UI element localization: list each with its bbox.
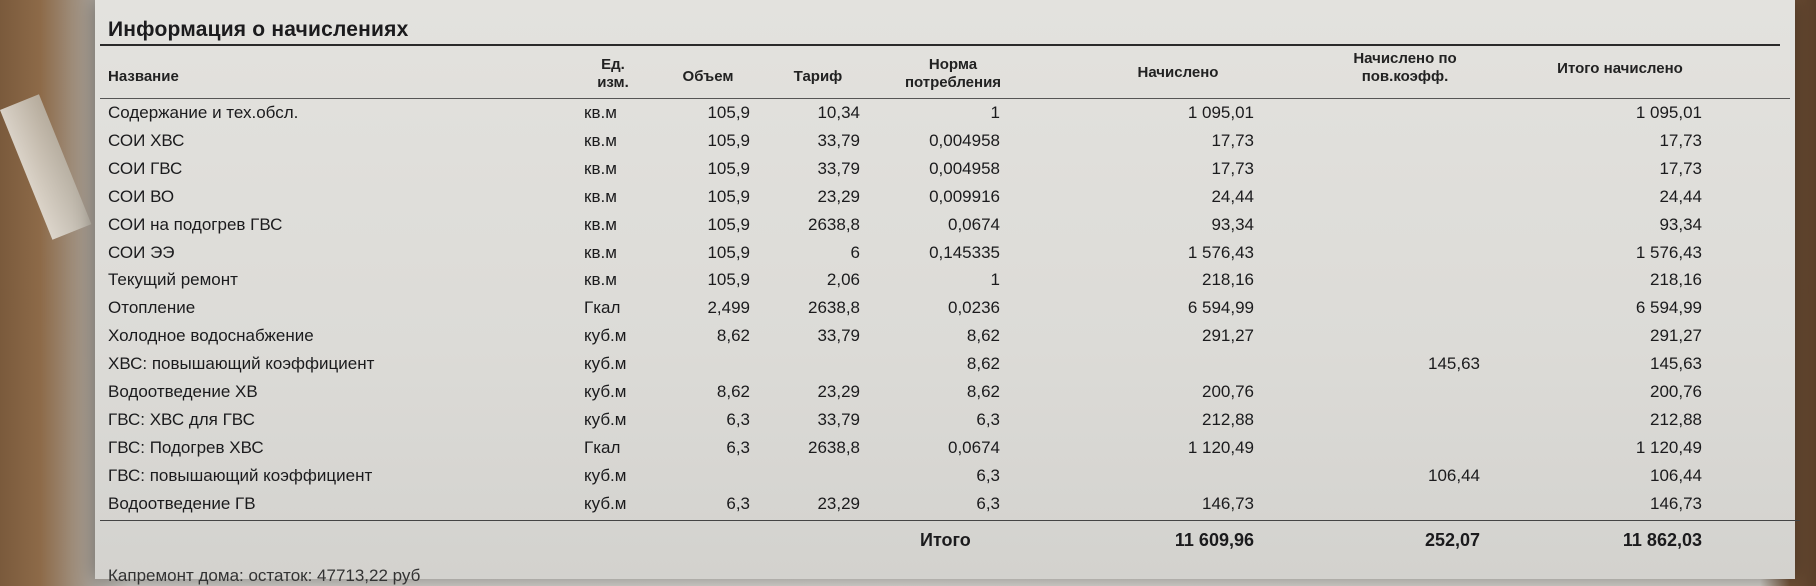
cell-name: СОИ на подогрев ГВС (108, 214, 283, 234)
cell-volume: 105,9 (707, 214, 750, 234)
cell-tariff: 33,79 (817, 409, 860, 429)
cell-name: Текущий ремонт (108, 270, 238, 290)
totals-total: 11 862,03 (1622, 530, 1702, 550)
cell-norm: 0,009916 (929, 186, 1000, 206)
cell-tariff: 33,79 (817, 130, 860, 150)
cell-name: Содержание и тех.обсл. (108, 103, 299, 122)
cell-name: СОИ ХВС (108, 130, 185, 150)
cell-coef: 106,44 (1428, 465, 1480, 485)
cell-norm: 8,62 (966, 354, 1000, 374)
section-title: Информация о начислениях (108, 18, 409, 41)
cell-name: Отопление (108, 298, 196, 318)
cell-total: 17,73 (1659, 130, 1702, 150)
cell-tariff: 2,06 (826, 270, 860, 290)
cell-name: ГВС: Подогрев ХВС (108, 437, 264, 457)
cell-coef: 145,63 (1428, 354, 1480, 374)
cell-volume: 6,3 (726, 409, 750, 429)
cell-unit: кв.м (584, 214, 617, 234)
cell-volume: 105,9 (707, 130, 750, 150)
cell-norm: 0,145335 (929, 242, 1000, 262)
cell-tariff: 2638,8 (808, 437, 860, 457)
cell-total: 218,16 (1650, 270, 1702, 290)
cell-total: 146,73 (1650, 493, 1702, 513)
cell-charged: 146,73 (1202, 493, 1254, 513)
cell-total: 200,76 (1650, 382, 1702, 401)
cell-total: 106,44 (1650, 465, 1702, 485)
cell-norm: 0,0674 (948, 437, 1000, 457)
cell-total: 1 576,43 (1635, 242, 1702, 262)
cell-volume: 105,9 (707, 242, 750, 262)
totals-label: Итого (920, 530, 971, 550)
cell-volume: 105,9 (707, 186, 750, 206)
cell-norm: 0,0236 (948, 298, 1000, 318)
cell-tariff: 10,34 (817, 103, 860, 122)
cell-name: ГВС: ХВС для ГВС (108, 409, 255, 429)
header-total: Итого начислено (1557, 60, 1683, 77)
cell-charged: 218,16 (1202, 270, 1254, 290)
cell-charged: 1 095,01 (1187, 103, 1254, 122)
cell-total: 1 120,49 (1635, 437, 1702, 457)
cell-charged: 291,27 (1202, 326, 1254, 346)
cell-name: СОИ ВО (108, 186, 175, 206)
cell-volume: 105,9 (707, 103, 750, 122)
cell-unit: куб.м (584, 354, 627, 374)
cell-total: 6 594,99 (1635, 298, 1702, 318)
cell-unit: куб.м (584, 326, 627, 346)
cell-charged: 93,34 (1211, 214, 1254, 234)
header-volume: Объем (682, 68, 734, 85)
cell-volume: 105,9 (707, 158, 750, 178)
totals-charged: 11 609,96 (1174, 530, 1254, 550)
cell-norm: 6,3 (976, 409, 1000, 429)
cell-charged: 1 120,49 (1187, 437, 1254, 457)
cell-volume: 8,62 (716, 382, 750, 401)
cell-unit: куб.м (584, 465, 627, 485)
header-coef: Начислено по пов.коэфф. (1353, 50, 1457, 85)
cell-name: Водоотведение ХВ (108, 382, 258, 401)
cell-volume: 2,499 (707, 298, 750, 318)
cell-unit: кв.м (584, 130, 617, 150)
cell-tariff: 23,29 (817, 382, 860, 401)
cell-tariff: 33,79 (817, 158, 860, 178)
header-charged: Начислено (1137, 64, 1219, 81)
cell-charged: 212,88 (1202, 409, 1254, 429)
cell-total: 93,34 (1659, 214, 1702, 234)
cell-norm: 6,3 (976, 493, 1000, 513)
totals-coef: 252,07 (1424, 530, 1480, 550)
cell-charged: 1 576,43 (1187, 242, 1254, 262)
cell-total: 17,73 (1659, 158, 1702, 178)
cell-unit: Гкал (584, 437, 621, 457)
cell-name: ХВС: повышающий коэффициент (108, 354, 375, 374)
cell-unit: куб.м (584, 382, 627, 401)
cell-unit: кв.м (584, 158, 617, 178)
cell-total: 212,88 (1650, 409, 1702, 429)
cell-tariff: 2638,8 (808, 214, 860, 234)
cell-name: СОИ ЭЭ (108, 242, 175, 262)
cell-tariff: 2638,8 (808, 298, 860, 318)
cell-tariff: 23,29 (817, 186, 860, 206)
cell-volume: 6,3 (726, 493, 750, 513)
cell-norm: 6,3 (976, 465, 1000, 485)
cell-total: 24,44 (1659, 186, 1702, 206)
cell-charged: 200,76 (1202, 382, 1254, 401)
cell-norm: 0,0674 (948, 214, 1000, 234)
paper-strip (0, 94, 91, 240)
cell-unit: кв.м (584, 186, 617, 206)
header-unit: Ед. изм. (597, 56, 629, 91)
totals-rule (100, 520, 1800, 521)
cell-norm: 1 (990, 270, 1000, 290)
cell-unit: куб.м (584, 493, 627, 513)
cell-total: 291,27 (1650, 326, 1702, 346)
header-rule (100, 98, 1790, 99)
cell-name: Водоотведение ГВ (108, 493, 256, 513)
cell-name: Холодное водоснабжение (108, 326, 314, 346)
cell-tariff: 6 (850, 242, 860, 262)
header-norm: Норма потребления (904, 56, 1002, 91)
cell-unit: кв.м (584, 270, 617, 290)
cell-unit: кв.м (584, 242, 617, 262)
cell-total: 1 095,01 (1635, 103, 1702, 122)
cell-charged: 6 594,99 (1187, 298, 1254, 318)
header-name: Название (108, 68, 179, 85)
cut-off-footer: Капремонт дома: остаток: 47713,22 руб (108, 566, 421, 585)
title-rule (100, 44, 1780, 46)
cell-norm: 1 (990, 103, 1000, 122)
cell-volume: 105,9 (707, 270, 750, 290)
cell-charged: 17,73 (1211, 130, 1254, 150)
cell-tariff: 33,79 (817, 326, 860, 346)
cell-norm: 8,62 (966, 326, 1000, 346)
cell-name: СОИ ГВС (108, 158, 183, 178)
cell-unit: Гкал (584, 298, 621, 318)
cell-name: ГВС: повышающий коэффициент (108, 465, 373, 485)
cell-unit: кв.м (584, 103, 617, 122)
cell-total: 145,63 (1650, 354, 1702, 374)
cell-volume: 6,3 (726, 437, 750, 457)
cell-unit: куб.м (584, 409, 627, 429)
cell-charged: 17,73 (1211, 158, 1254, 178)
cell-charged: 24,44 (1211, 186, 1254, 206)
cell-norm: 0,004958 (929, 158, 1000, 178)
cell-norm: 0,004958 (929, 130, 1000, 150)
cell-tariff: 23,29 (817, 493, 860, 513)
header-tariff: Тариф (793, 68, 843, 85)
cell-norm: 8,62 (966, 382, 1000, 401)
cell-volume: 8,62 (716, 326, 750, 346)
